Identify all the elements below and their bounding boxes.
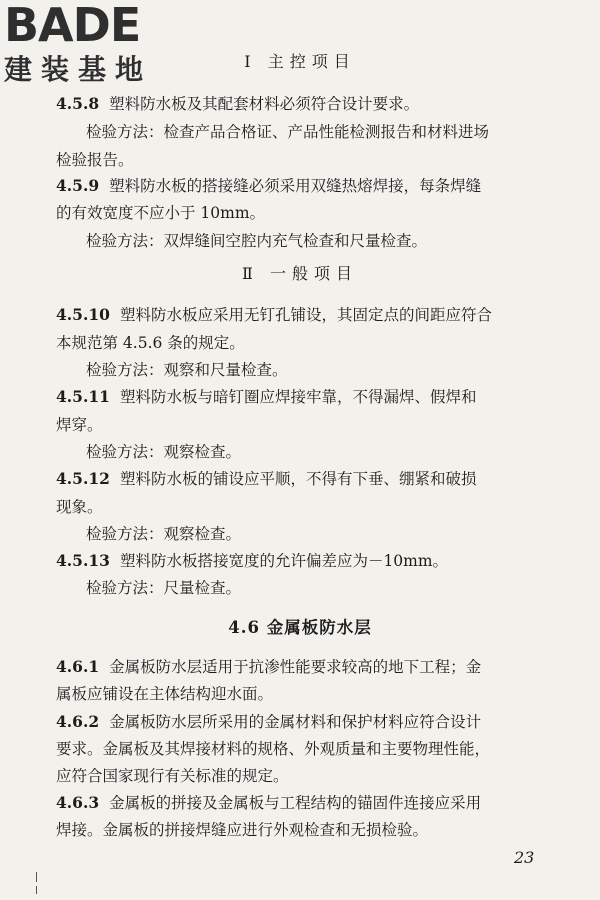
clause-4-5-10: 4.5.10 塑料防水板应采用无钉孔铺设，其固定点的间距应符合 <box>56 305 492 324</box>
clause-4-6-3-cont: 焊接。金属板的拼接焊缝应进行外观检查和无损检验。 <box>56 821 429 839</box>
heading-main-items: Ⅰ 主控项目 <box>244 52 356 71</box>
clause-4-6-2: 4.6.2 金属板防水层所采用的金属材料和保护材料应符合设计 <box>56 712 482 731</box>
clause-4-5-12-cont: 现象。 <box>56 498 103 516</box>
clause-4-5-11-check: 检验方法：观察检查。 <box>86 443 242 461</box>
logo-word: BADE <box>4 0 141 52</box>
clause-4-6-2-cont2: 应符合国家现行有关标准的规定。 <box>56 767 289 785</box>
clause-4-6-1: 4.6.1 金属板防水层适用于抗渗性能要求较高的地下工程；金 <box>56 657 482 676</box>
clause-4-5-9: 4.5.9 塑料防水板的搭接缝必须采用双缝热熔焊接，每条焊缝 <box>56 176 482 195</box>
clause-4-5-9-check: 检验方法：双焊缝间空腔内充气检查和尺量检查。 <box>86 232 428 250</box>
clause-4-5-10-cont: 本规范第 4.5.6 条的规定。 <box>56 334 245 352</box>
clause-4-5-13: 4.5.13 塑料防水板搭接宽度的允许偏差应为－10mm。 <box>56 551 449 570</box>
clause-4-5-9-cont: 的有效宽度不应小于 10mm。 <box>56 204 266 222</box>
clause-4-5-8: 4.5.8 塑料防水板及其配套材料必须符合设计要求。 <box>56 94 420 113</box>
section-title: 4.6 金属板防水层 <box>228 618 372 637</box>
page-number: 23 <box>514 848 535 867</box>
clause-4-6-2-cont: 要求。金属板及其焊接材料的规格、外观质量和主要物理性能， <box>56 740 491 758</box>
logo-subtitle: 建装基地 <box>4 53 153 86</box>
clause-4-5-8-check-cont: 检验报告。 <box>56 151 134 169</box>
clause-4-5-8-check: 检验方法：检查产品合格证、产品性能检测报告和材料进场 <box>86 123 490 141</box>
clause-4-6-3: 4.6.3 金属板的拼接及金属板与工程结构的锚固件连接应采用 <box>56 793 482 812</box>
heading-general-items: Ⅱ 一般项目 <box>242 264 358 283</box>
clause-4-5-13-check: 检验方法：尺量检查。 <box>86 579 242 597</box>
clause-4-5-11: 4.5.11 塑料防水板与暗钉圈应焊接牢靠，不得漏焊、假焊和 <box>56 387 477 406</box>
clause-4-5-12-check: 检验方法：观察检查。 <box>86 525 242 543</box>
clause-4-5-10-check: 检验方法：观察和尺量检查。 <box>86 361 288 379</box>
margin-mark <box>36 886 37 894</box>
clause-4-6-1-cont: 属板应铺设在主体结构迎水面。 <box>56 685 274 703</box>
clause-4-5-11-cont: 焊穿。 <box>56 416 103 434</box>
margin-mark <box>36 872 37 882</box>
clause-4-5-12: 4.5.12 塑料防水板的铺设应平顺，不得有下垂、绷紧和破损 <box>56 469 477 488</box>
bade-logo <box>4 2 152 86</box>
